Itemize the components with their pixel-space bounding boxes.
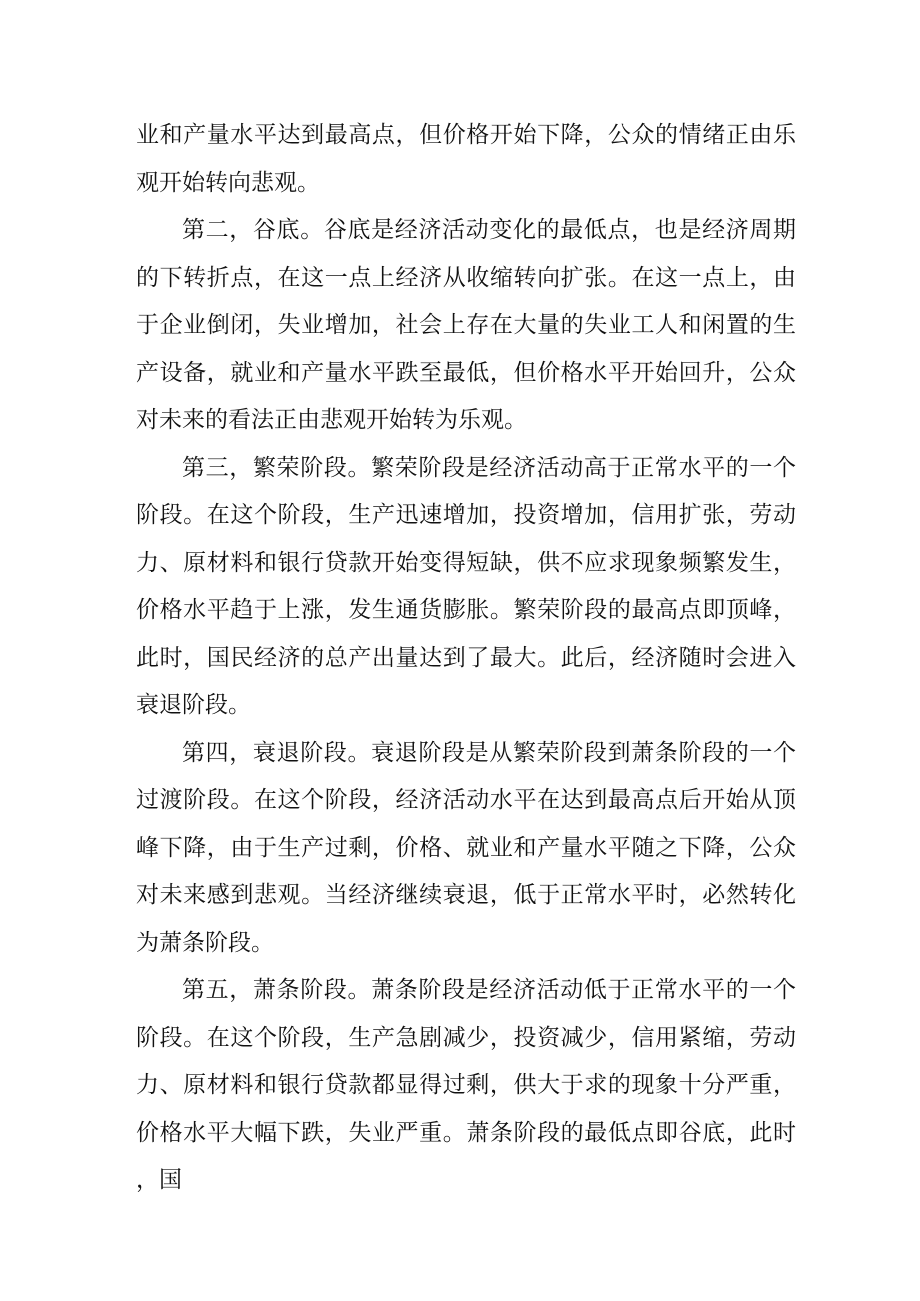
paragraph-recession: 第四，衰退阶段。衰退阶段是从繁荣阶段到萧条阶段的一个过渡阶段。在这个阶段，经济活动水平在达到最高点后开始从顶峰下降，由于生产过剩，价格、就业和产量水平随之下降，公众对未来感到悲观。当经济继续衰退，低于正常水平时，必然转化为萧条阶段。 [136, 739, 796, 956]
document-body [136, 112, 796, 1205]
paragraph-depression: 第五，萧条阶段。萧条阶段是经济活动低于正常水平的一个阶段。在这个阶段，生产急剧减少，投资减少，信用紧缩，劳动力、原材料和银行贷款都显得过剩，供大于求的现象十分严重，价格水平大幅下跌，失业严重。萧条阶段的最低点即谷底，此时，国 [136, 977, 796, 1193]
paragraph-prosperity: 第三，繁荣阶段。繁荣阶段是经济活动高于正常水平的一个阶段。在这个阶段，生产迅速增加，投资增加，信用扩张，劳动力、原材料和银行贷款开始变得短缺，供不应求现象频繁发生，价格水平趋于上涨，发生通货膨胀。繁荣阶段的最高点即顶峰，此时，国民经济的总产出量达到了最大。此后，经济随时会进入衰退阶段。 [136, 454, 796, 718]
paragraph-continuation: 业和产量水平达到最高点，但价格开始下降，公众的情绪正由乐观开始转向悲观。 [136, 122, 796, 196]
paragraph-trough: 第二，谷底。谷底是经济活动变化的最低点，也是经济周期的下转折点，在这一点上经济从收缩转向扩张。在这一点上，由于企业倒闭，失业增加，社会上存在大量的失业工人和闲置的生产设备，就业和产量水平跌至最低，但价格水平开始回升，公众对未来的看法正由悲观开始转为乐观。 [136, 217, 796, 433]
